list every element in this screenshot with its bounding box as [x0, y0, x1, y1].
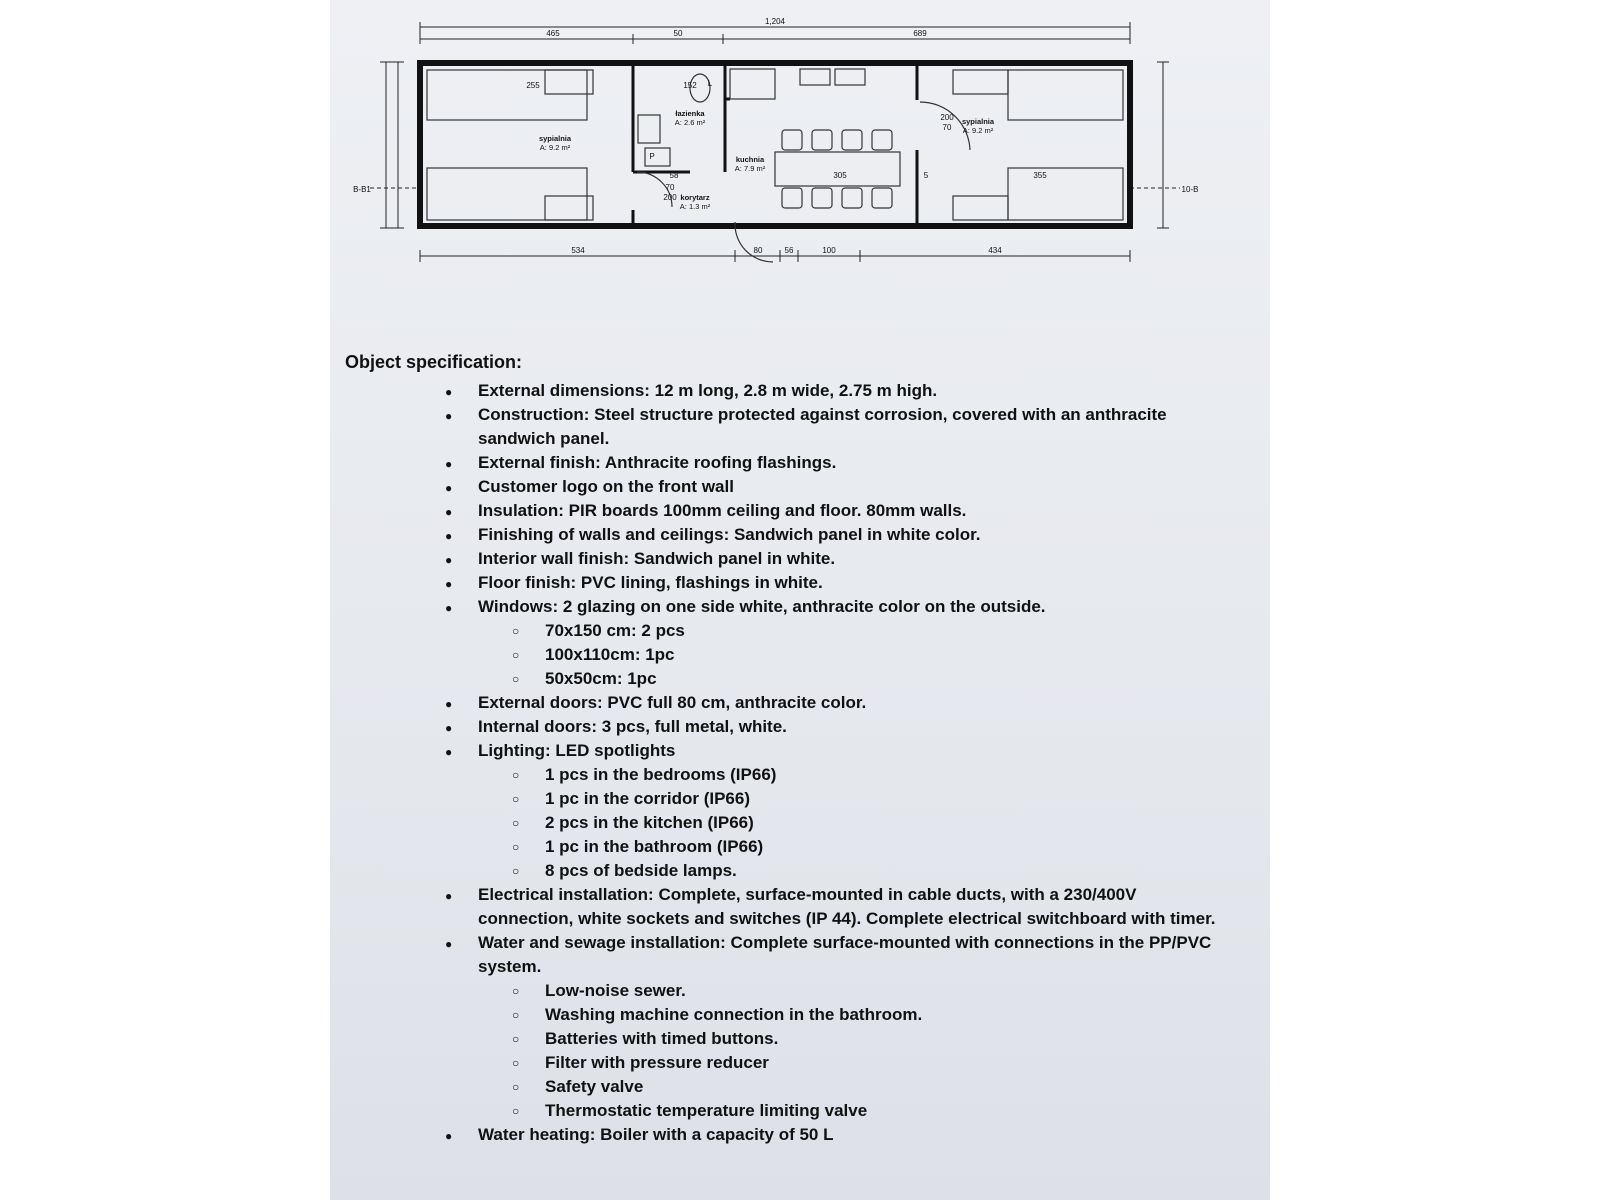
spec-subitem: ○ 50x50cm: 1pc — [345, 667, 1245, 691]
spec-item: ● Finishing of walls and ceilings: Sandwich panel in white color. — [345, 523, 1218, 547]
spec-item: ● Windows: 2 glazing on one side white, anthracite color on the outside. — [345, 595, 1218, 619]
dim-corridor: 58 — [669, 171, 679, 180]
dim-top-mid: 50 — [673, 29, 683, 38]
dim-bottom-2: 80 — [753, 246, 763, 255]
door-height-2: 70 — [942, 123, 952, 132]
dim-bed-left: 255 — [526, 81, 540, 90]
spec-subitem: ○ Thermostatic temperature limiting valve — [345, 1099, 1245, 1123]
spec-item: ● Water and sewage installation: Complete surface-mounted with connections in the PP/PVC system. — [345, 931, 1218, 979]
door-width-2: 200 — [940, 113, 954, 122]
section-mark-right: 10-B — [1181, 185, 1199, 194]
spec-subitem: ○ 2 pcs in the kitchen (IP66) — [345, 811, 1245, 835]
dim-top-right: 689 — [913, 29, 927, 38]
dim-table: 305 — [833, 171, 847, 180]
spec-item: ● Customer logo on the front wall — [345, 475, 1218, 499]
spec-subitem: ○ 1 pcs in the bedrooms (IP66) — [345, 763, 1245, 787]
spec-subitem: ○ Safety valve — [345, 1075, 1245, 1099]
spec-title: Object specification: — [345, 352, 523, 372]
dim-bed-right: 355 — [1033, 171, 1047, 180]
spec-item: ● Water heating: Boiler with a capacity of 50 L — [345, 1123, 1218, 1147]
spec-item: ● Electrical installation: Complete, surface-mounted in cable ducts, with a 230/400V connection, white sockets and switches (IP 44). Complete electrical switchboard with timer. — [345, 883, 1218, 931]
room-bathroom-name: łazienka — [675, 109, 705, 118]
spec-subitem: ○ 1 pc in the bathroom (IP66) — [345, 835, 1245, 859]
dim-bottom-4: 100 — [822, 246, 836, 255]
room-bathroom-area: A: 2.6 m² — [674, 118, 706, 127]
spec-subitem: ○ 8 pcs of bedside lamps. — [345, 859, 1245, 883]
spec-item: ● Internal doors: 3 pcs, full metal, white. — [345, 715, 1218, 739]
spec-item: ● Floor finish: PVC lining, flashings in white. — [345, 571, 1218, 595]
spec-subitem: ○ Filter with pressure reducer — [345, 1051, 1245, 1075]
section-mark-left: B-B1 — [353, 185, 371, 194]
spec-subitem: ○ Washing machine connection in the bathroom. — [345, 1003, 1245, 1027]
dim-bottom-3: 56 — [784, 246, 794, 255]
fixture-l-label: L — [707, 79, 713, 88]
document-sheet — [330, 0, 1270, 1200]
dim-top-left: 465 — [546, 29, 560, 38]
spec-item: ● Insulation: PIR boards 100mm ceiling and floor. 80mm walls. — [345, 499, 1218, 523]
spec-item: ● External finish: Anthracite roofing flashings. — [345, 451, 1218, 475]
spec-item: ● External dimensions: 12 m long, 2.8 m wide, 2.75 m high. — [345, 379, 1218, 403]
spec-subitem: ○ Batteries with timed buttons. — [345, 1027, 1245, 1051]
dim-bath: 152 — [683, 81, 697, 90]
room-corridor-name: korytarz — [680, 193, 710, 202]
dim-total: 1,204 — [764, 17, 786, 26]
room-kitchen-name: kuchnia — [735, 155, 765, 164]
object-specification — [345, 352, 1245, 1147]
room-bedroom-left-area: A: 9.2 m² — [539, 143, 571, 152]
spec-item: ● External doors: PVC full 80 cm, anthracite color. — [345, 691, 1218, 715]
spec-item: ● Interior wall finish: Sandwich panel in white. — [345, 547, 1218, 571]
door-width-1: 70 — [665, 183, 675, 192]
floor-plan — [330, 0, 1270, 280]
spec-item: ● Construction: Steel structure protected against corrosion, covered with an anthracite sandwich panel. — [345, 403, 1218, 451]
spec-subitem: ○ Low-noise sewer. — [345, 979, 1245, 1003]
room-corridor-area: A: 1.3 m² — [679, 202, 711, 211]
dim-bottom-1: 534 — [571, 246, 585, 255]
dim-gap: 5 — [923, 171, 929, 180]
room-bedroom-right-area: A: 9.2 m² — [962, 126, 994, 135]
room-kitchen-area: A: 7.9 m² — [734, 164, 766, 173]
spec-item: ● Lighting: LED spotlights — [345, 739, 1218, 763]
spec-subitem: ○ 70x150 cm: 2 pcs — [345, 619, 1245, 643]
spec-subitem: ○ 100x110cm: 1pc — [345, 643, 1245, 667]
dim-bottom-5: 434 — [988, 246, 1002, 255]
room-bedroom-right-name: sypialnia — [961, 117, 995, 126]
room-bedroom-left-name: sypialnia — [538, 134, 572, 143]
spec-list — [345, 379, 1245, 1147]
fixture-p-label: P — [649, 152, 655, 161]
door-height-1: 200 — [663, 193, 677, 202]
spec-subitem: ○ 1 pc in the corridor (IP66) — [345, 787, 1245, 811]
